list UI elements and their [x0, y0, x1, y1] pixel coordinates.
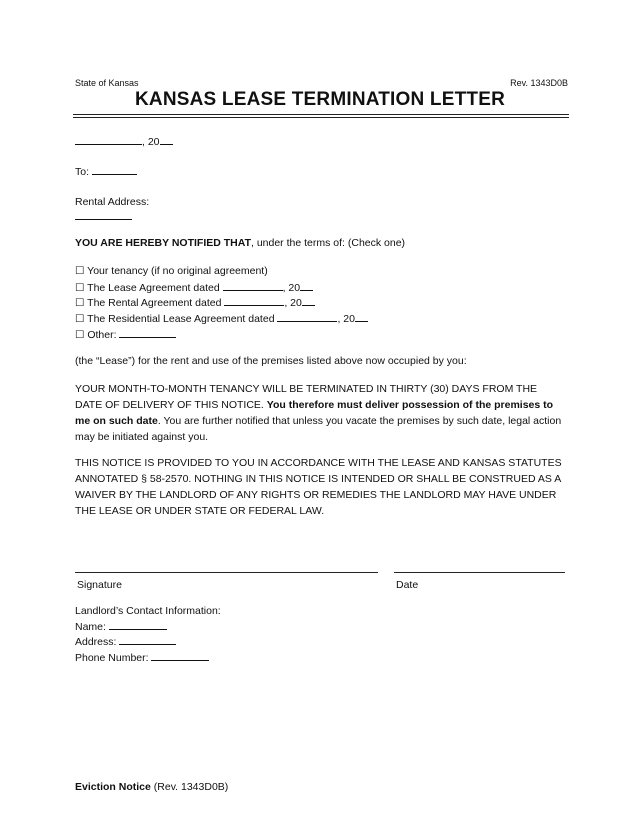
rental-address-label: Rental Address:	[75, 196, 150, 208]
option-label: The Lease Agreement dated	[87, 282, 220, 294]
checkbox[interactable]: ☐	[75, 282, 85, 294]
option-label: Other:	[87, 329, 117, 341]
footer	[75, 779, 228, 795]
name-blank[interactable]	[109, 618, 167, 630]
checkbox[interactable]: ☐	[75, 297, 85, 309]
year-blank[interactable]	[300, 279, 313, 291]
date-signature-line[interactable]	[394, 572, 565, 573]
state-label: State of Kansas	[75, 78, 139, 88]
title-rule-bottom	[73, 117, 569, 118]
date-line	[75, 133, 173, 150]
signature-line[interactable]	[75, 572, 378, 573]
name-label: Name:	[75, 621, 106, 633]
checkbox[interactable]: ☐	[75, 265, 85, 277]
to-label: To:	[75, 166, 90, 178]
year-blank[interactable]	[355, 310, 368, 322]
checkbox[interactable]: ☐	[75, 313, 85, 325]
contact-phone-line	[75, 649, 209, 666]
signature-label: Signature	[77, 579, 122, 591]
option-row	[75, 326, 176, 343]
year-prefix: , 20	[282, 282, 301, 294]
checkbox[interactable]: ☐	[75, 329, 85, 341]
address-label: Address:	[75, 636, 117, 648]
date-blank[interactable]	[223, 279, 283, 291]
date-label: Date	[396, 579, 419, 591]
document-title: KANSAS LEASE TERMINATION LETTER	[134, 89, 506, 110]
phone-blank[interactable]	[151, 649, 209, 661]
option-label: The Residential Lease Agreement dated	[87, 313, 275, 325]
footer-rev: (Rev. 1343D0B)	[150, 781, 229, 793]
footer-bold: Eviction Notice	[75, 781, 151, 793]
to-line	[75, 163, 137, 180]
phone-label: Phone Number:	[75, 652, 149, 664]
notice-line	[75, 235, 405, 251]
contact-heading: Landlord’s Contact Information:	[75, 605, 221, 617]
rental-address-blank[interactable]	[75, 219, 132, 220]
other-blank[interactable]	[119, 326, 176, 338]
year-blank[interactable]	[160, 133, 173, 145]
notice-bold: YOU ARE HEREBY NOTIFIED THAT	[75, 237, 251, 249]
contact-address-line	[75, 633, 176, 650]
option-row	[75, 310, 368, 327]
title-rule-top	[73, 114, 569, 115]
year-prefix: , 20	[284, 297, 302, 309]
option-row	[75, 263, 268, 279]
option-label: Your tenancy (if no original agreement)	[87, 265, 268, 277]
termination-paragraph	[75, 381, 567, 445]
termination-text: YOUR MONTH-TO-MONTH TENANCY WILL BE TERMINATED IN THIRTY (30) DAYS FROM THE DATE OF DELIVERY OF THIS NOTICE.	[75, 383, 538, 411]
to-blank[interactable]	[92, 163, 137, 175]
lease-line: (the “Lease”) for the rent and use of the premises listed above now occupied by you:	[75, 355, 467, 367]
termination-bold: You therefore must deliver possession of the premises to me on such date	[75, 399, 554, 427]
date-blank[interactable]	[224, 294, 284, 306]
date-blank[interactable]	[277, 310, 337, 322]
statute-paragraph: THIS NOTICE IS PROVIDED TO YOU IN ACCORDANCE WITH THE LEASE AND KANSAS STATUTES ANNOTATED § 58-2570. NOTHING IN THIS NOTICE IS INTENDED OR SHALL BE CONSTRUED AS A WAIVER BY THE LANDLORD OF ANY RIGHTS OR REMEDIES THE LANDLORD MAY HAVE UNDER THE LEASE OR UNDER STATE OR FEDERAL LAW.	[75, 457, 562, 517]
year-prefix: , 20	[337, 313, 355, 325]
year-blank[interactable]	[302, 294, 315, 306]
option-label: The Rental Agreement dated	[87, 297, 222, 309]
revision-label: Rev. 1343D0B	[510, 78, 568, 88]
date-blank[interactable]	[75, 133, 142, 145]
option-row	[75, 294, 315, 311]
year-prefix: , 20	[142, 136, 160, 148]
termination-text-end: . You are further notified that unless you vacate the premises by such date, legal action may be initiated against you.	[75, 415, 562, 443]
address-blank[interactable]	[119, 633, 176, 645]
notice-rest: , under the terms of: (Check one)	[250, 237, 406, 249]
